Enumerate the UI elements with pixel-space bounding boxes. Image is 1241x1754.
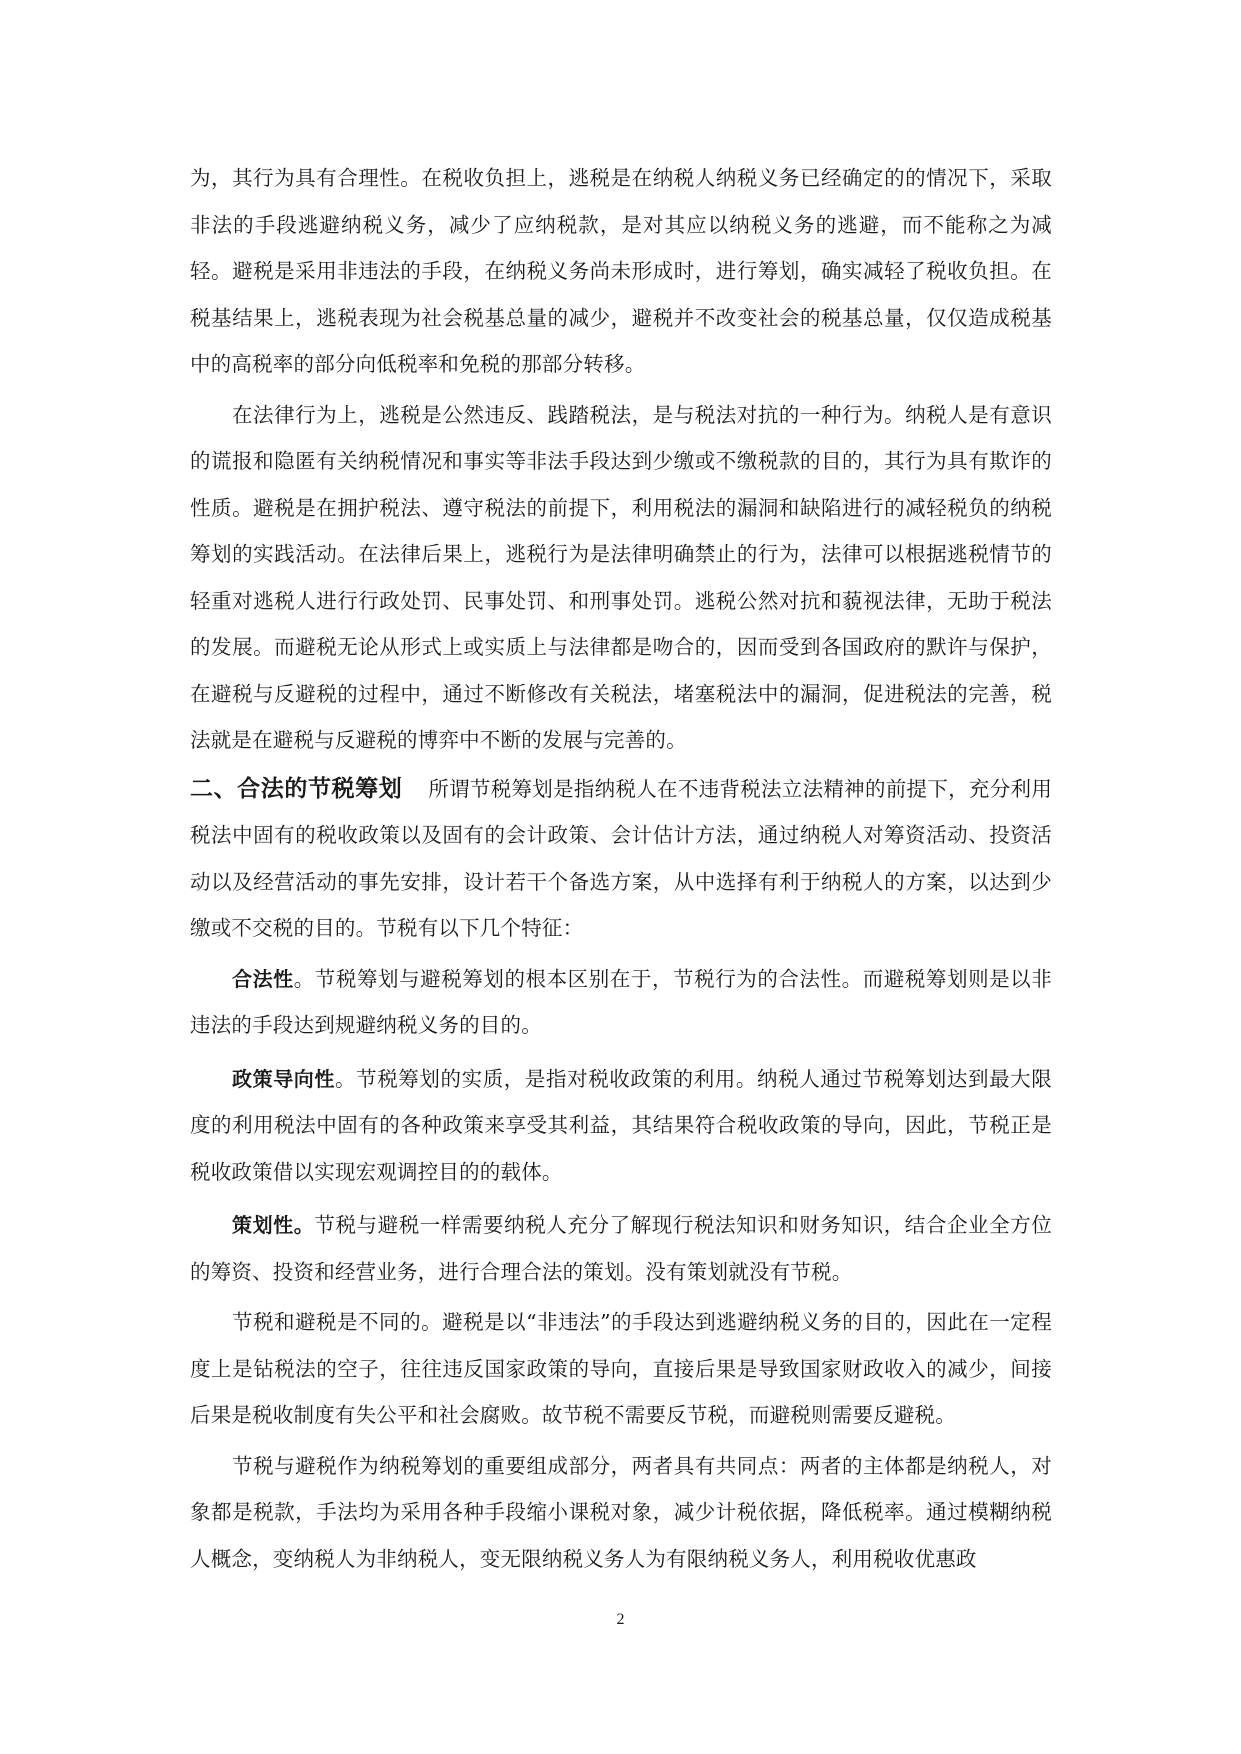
paragraph-policy-orientation <box>190 1056 1052 1196</box>
section-body-text: 所谓节税筹划是指纳税人在不违背税法立法精神的前提下，充分利用税法中固有的税收政策以及固有的会计政策、会计估计方法，通过纳税人对筹资活动、投资活动以及经营活动的事先安排，设计若干个备选方案，从中选择有利于纳税人的方案，以达到少缴或不交税的目的。节税有以下几个特征： <box>190 776 1053 940</box>
term-legality: 合法性 <box>232 966 294 991</box>
paragraph-legality <box>190 956 1052 1049</box>
paragraph-common-points: 节税与避税作为纳税筹划的重要组成部分，两者具有共同点：两者的主体都是纳税人，对象都是税款，手法均为采用各种手段缩小课税对象，减少计税依据，降低税率。通过模糊纳税人概念，变纳税人为非纳税人，变无限纳税义务人为有限纳税义务人，利用税收优惠政 <box>190 1453 1052 1571</box>
term-policy-orientation: 政策导向性 <box>232 1066 335 1091</box>
section-heading: 二、合法的节税筹划 <box>190 775 403 802</box>
paragraph-difference: 节税和避税是不同的。避税是以“非违法”的手段达到逃避纳税义务的目的，因此在一定程度上是钻税法的空子，往往违反国家政策的导向，直接后果是导致国家财政收入的减少，间接后果是税收制度有失公平和社会腐败。故节税不需要反节税，而避税则需要反避税。 <box>190 1310 1052 1427</box>
page-number: 2 <box>616 1611 625 1628</box>
document-body <box>190 155 1052 1582</box>
paragraph-intro: 为，其行为具有合理性。在税收负担上，逃税是在纳税人纳税义务已经确定的的情况下，采取非法的手段逃避纳税义务，减少了应纳税款，是对其应以纳税义务的逃避，而不能称之为减轻。避税是采用非违法的手段，在纳税义务尚未形成时，进行筹划，确实减轻了税收负担。在税基结果上，逃税表现为社会税基总量的减少，避税并不改变社会的税基总量，仅仅造成税基中的高税率的部分向低税率和免税的那部分转移。 <box>190 166 1052 376</box>
paragraph-legal-behavior: 在法律行为上，逃税是公然违反、践踏税法，是与税法对抗的一种行为。纳税人是有意识的谎报和隐匿有关纳税情况和事实等非法手段达到少缴或不缴税款的目的，其行为具有欺诈的性质。避税是在拥护税法、遵守税法的前提下，利用税法的漏洞和缺陷进行的减轻税负的纳税筹划的实践活动。在法律后果上，逃税行为是法律明确禁止的行为，法律可以根据逃税情节的轻重对逃税人进行行政处罚、民事处罚、和刑事处罚。逃税公然对抗和藐视法律，无助于税法的发展。而避税无论从形式上或实质上与法律都是吻合的，因而受到各国政府的默许与保护，在避税与反避税的过程中，通过不断修改有关税法，堵塞税法中的漏洞，促进税法的完善，税法就是在避税与反避税的博弈中不断的发展与完善的。 <box>190 402 1052 752</box>
term-planning: 策划性。 <box>232 1213 315 1237</box>
planning-text: 节税与避税一样需要纳税人充分了解现行税法知识和财务知识，结合企业全方位的筹资、投资和经营业务，进行合理合法的策划。没有策划就没有节税。 <box>190 1213 1052 1284</box>
paragraph-planning <box>190 1202 1052 1295</box>
legality-text: 。节税筹划与避税筹划的根本区别在于，节税行为的合法性。而避税筹划则是以非违法的手段达到规避纳税义务的目的。 <box>190 966 1052 1037</box>
policy-orientation-text: 。节税筹划的实质，是指对税收政策的利用。纳税人通过节税筹划达到最大限度的利用税法中固有的各种政策来享受其利益，其结果符合税收政策的导向，因此，节税正是税收政策借以实现宏观调控目的的载体。 <box>190 1066 1052 1184</box>
section-paragraph-legal-tax-saving <box>190 766 1052 952</box>
